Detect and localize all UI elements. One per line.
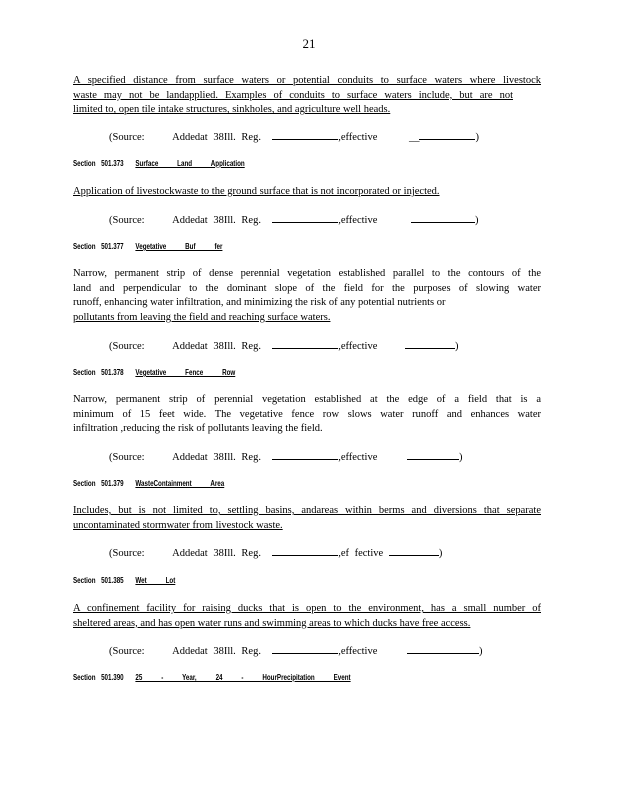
section-label: Section xyxy=(73,368,96,377)
effective-label: ,effective xyxy=(338,646,378,657)
source-text: Addedat 38Ill. Reg. xyxy=(172,132,261,143)
section-heading xyxy=(73,575,175,587)
definition-paragraph xyxy=(73,185,541,200)
section-label: Section xyxy=(73,673,96,682)
section-title: 25 - Year, 24 - HourPrecipitation Event xyxy=(135,673,351,682)
section-number: 501.379 xyxy=(101,479,124,488)
effective-label: ,effective xyxy=(338,341,378,352)
definition-line: runoff, enhancing water infiltration, and minimizing the risk of any potential nutrients or xyxy=(73,297,446,309)
source-label: (Source: xyxy=(109,548,145,559)
definition-paragraph xyxy=(73,602,541,631)
blank-line xyxy=(389,545,439,556)
section-heading xyxy=(73,241,222,253)
definition-paragraph xyxy=(73,74,541,118)
source-line: (Source: Addedat 38Ill. Reg. ,effective __ ) xyxy=(109,129,479,145)
definition-line: Application of livestockwaste to the ground surface that is not incorporated or injected. xyxy=(73,186,440,197)
definition-line: uncontaminated stormwater from livestock waste. xyxy=(73,519,283,531)
source-text: Addedat 38Ill. Reg. xyxy=(172,452,261,463)
section-number: 501.373 xyxy=(101,159,124,168)
section-title: Vegetative Buf fer xyxy=(135,242,223,251)
definition-line: infiltration ,reducing the risk of pollutants leaving the field. xyxy=(73,423,323,435)
blank-line xyxy=(411,212,475,223)
section-label: Section xyxy=(73,159,96,168)
definition-line: A confinement facility for raising ducks that is open to the environment, has a small number of xyxy=(73,603,541,614)
source-line: (Source: Addedat 38Ill. Reg. ,effective ) xyxy=(109,338,458,354)
source-label: (Source: xyxy=(109,341,145,352)
source-label: (Source: xyxy=(109,452,145,463)
section-number: 501.390 xyxy=(101,673,124,682)
source-extra: __ xyxy=(408,132,420,143)
source-text: Addedat 38Ill. Reg. xyxy=(172,646,261,657)
blank-line xyxy=(272,449,338,460)
definition-line: Includes, but is not limited to, settling basins, andareas within berms and diversions that separate xyxy=(73,505,541,516)
section-heading xyxy=(73,672,351,684)
section-title: Vegetative Fence Row xyxy=(135,368,236,377)
definition-paragraph xyxy=(73,267,541,325)
blank-line xyxy=(272,643,338,654)
definition-paragraph xyxy=(73,393,541,437)
section-heading xyxy=(73,478,224,490)
definition-line: waste may not be landapplied. Examples of conduits to surface waters include, but are not xyxy=(73,89,513,101)
blank-line xyxy=(272,212,338,223)
source-text: Addedat 38Ill. Reg. xyxy=(172,548,261,559)
section-label: Section xyxy=(73,576,96,585)
section-title: Wet Lot xyxy=(135,576,176,585)
section-number: 501.385 xyxy=(101,576,124,585)
blank-line xyxy=(272,545,338,556)
section-title: WasteContainment Area xyxy=(135,479,225,488)
source-line: (Source: Addedat 38Ill. Reg. ,effective ) xyxy=(109,449,462,465)
effective-label: ,effective xyxy=(338,215,378,226)
blank-line xyxy=(405,338,455,349)
definition-line: Narrow, permanent strip of perennial vegetation established at the edge of a field that is a xyxy=(73,394,541,405)
source-line: (Source: Addedat 38Ill. Reg. ,effective ) xyxy=(109,212,478,228)
blank-line xyxy=(272,129,338,140)
blank-line xyxy=(407,449,459,460)
definition-line: limited to, open tile intake structures, sinkholes, and agriculture well heads. xyxy=(73,104,391,116)
source-label: (Source: xyxy=(109,215,145,226)
source-line: (Source: Addedat 38Ill. Reg. ,effective ) xyxy=(109,643,482,659)
definition-line: minimum of 15 feet wide. The vegetative fence row slows water runoff and enhances water xyxy=(73,408,541,420)
effective-label: ,effective xyxy=(338,452,378,463)
page-number: 21 xyxy=(302,36,316,51)
source-label: (Source: xyxy=(109,132,145,143)
definition-line: A specified distance from surface waters or potential conduits to surface waters where livestock xyxy=(73,75,541,86)
blank-line xyxy=(407,643,479,654)
section-label: Section xyxy=(73,479,96,488)
definition-line: pollutants from leaving the field and reaching surface waters. xyxy=(73,311,331,323)
definition-line: sheltered areas, and has open water runs and swimming areas to which ducks have free access. xyxy=(73,617,471,629)
definition-line: land and perpendicular to the dominant slope of the field for the purposes of slowing water xyxy=(73,282,541,294)
source-text: Addedat 38Ill. Reg. xyxy=(172,215,261,226)
section-number: 501.377 xyxy=(101,242,124,251)
definition-paragraph xyxy=(73,504,541,533)
section-label: Section xyxy=(73,242,96,251)
blank-line xyxy=(272,338,338,349)
source-text: Addedat 38Ill. Reg. xyxy=(172,341,261,352)
section-title: Surface Land Application xyxy=(135,159,245,168)
source-label: (Source: xyxy=(109,646,145,657)
section-heading xyxy=(73,367,235,379)
source-line: (Source: Addedat 38Ill. Reg. ,ef fective ) xyxy=(109,545,442,561)
blank-line xyxy=(419,129,475,140)
effective-label: ,effective xyxy=(338,132,378,143)
section-number: 501.378 xyxy=(101,368,124,377)
section-heading xyxy=(73,158,245,170)
definition-line: Narrow, permanent strip of dense perennial vegetation established parallel to the contours of the xyxy=(73,268,541,279)
effective-label: ,ef fective xyxy=(338,548,384,559)
